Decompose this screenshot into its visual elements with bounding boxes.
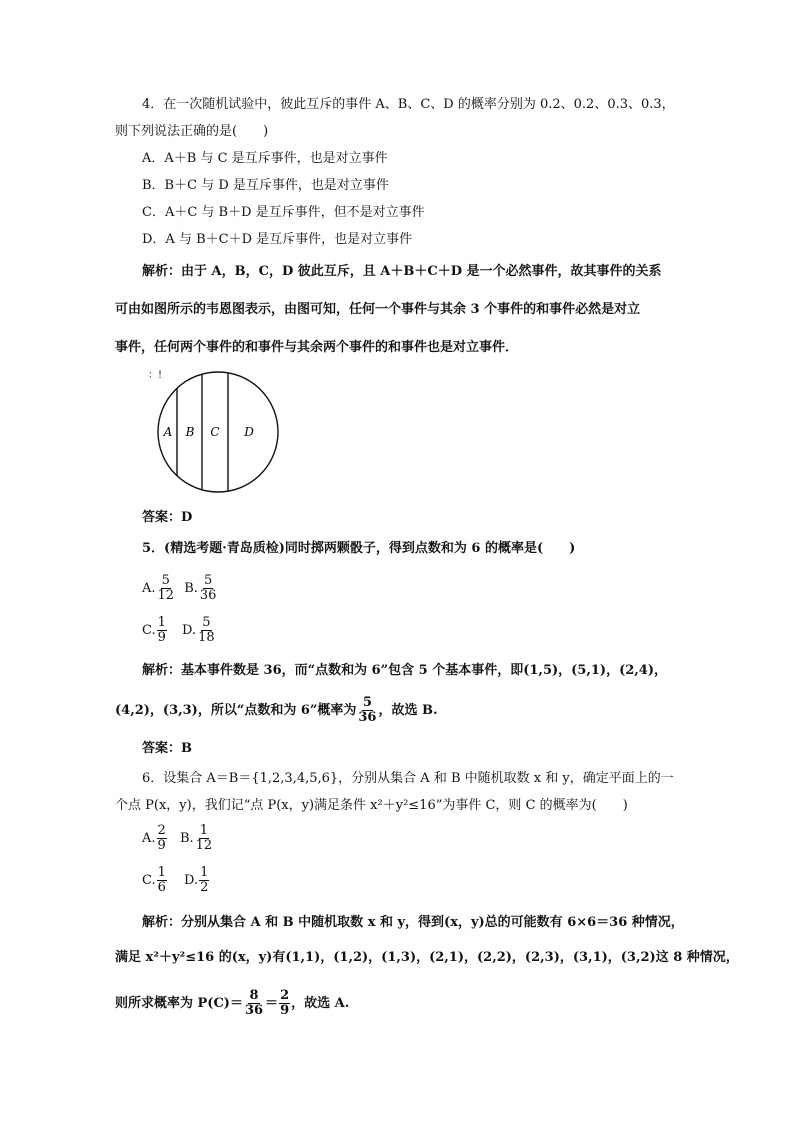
q6-option-d-prefix: D. (184, 873, 199, 888)
q6-option-a-denominator: 9 (157, 838, 166, 853)
venn-label-b: B (185, 425, 195, 439)
q4-option-c: C．A＋C 与 B＋D 是互斥事件，但不是对立事件 (142, 205, 425, 220)
q5-option-d-fraction (197, 616, 216, 645)
q4-answer: 答案：D (142, 510, 193, 525)
q6-analysis-line3-text: 则所求概率为 P(C)＝ (115, 996, 243, 1011)
q5-option-c-fraction (157, 616, 167, 645)
q5-analysis-numerator: 5 (362, 695, 372, 710)
q6-option-b-fraction (195, 824, 214, 853)
q5-option-d-prefix: D. (182, 623, 197, 638)
q6-option-b-denominator: 12 (195, 838, 213, 853)
diagram-mark: ：! (148, 370, 163, 381)
q6-option-c-fraction (157, 866, 167, 895)
q6-analysis-line2: 满足 x²＋y²≤16 的(x，y)有(1,1)，(1,2)，(1,3)，(2,1)，(2,2)，(2,3)，(3,1)，(3,2)这 8 种情况， (115, 950, 739, 965)
venn-label-c: C (210, 425, 220, 439)
q5-analysis-line2-end: ，故选 B. (378, 703, 438, 718)
q4-stem-line2: 则下列说法正确的是( ) (115, 124, 269, 139)
q5-analysis-fraction (357, 696, 377, 725)
q5-option-b (184, 573, 218, 603)
q5-option-a-denominator: 12 (157, 588, 175, 603)
q6-stem-line2: 个点 P(x，y)，我们记“点 P(x，y)满足条件 x²＋y²≤16”为事件 C，则 C 的概率为( ) (115, 798, 628, 813)
q5-option-c (142, 615, 172, 645)
q6-option-c-denominator: 6 (157, 880, 166, 895)
q6-option-b-prefix: B. (179, 831, 194, 846)
venn-diagram (152, 370, 284, 494)
q5-option-c-prefix: C. (142, 623, 156, 638)
q5-option-b-numerator: 5 (204, 573, 213, 588)
q6-option-a-numerator: 2 (157, 823, 166, 838)
q5-option-a-prefix: A. (142, 581, 156, 596)
q5-analysis-line2 (115, 696, 438, 725)
q6-analysis-fraction-1-numerator: 8 (249, 988, 259, 1003)
q5-analysis-denominator: 36 (358, 710, 377, 725)
q5-option-a-fraction (157, 574, 176, 603)
q6-option-b (179, 823, 214, 853)
q5-option-d (182, 615, 217, 645)
q5-option-c-numerator: 1 (157, 615, 166, 630)
q4-stem-line1: 4．在一次随机试验中，彼此互斥的事件 A、B、C、D 的概率分别为 0.2、0.2、0.3、0.3， (142, 97, 675, 112)
q6-analysis-line3-end: ，故选 A. (291, 996, 350, 1011)
q5-stem: 5．(精选考题·青岛质检)同时掷两颗骰子，得到点数和为 6 的概率是( ) (142, 541, 576, 556)
q6-stem-line1: 6．设集合 A＝B＝{1,2,3,4,5,6}，分别从集合 A 和 B 中随机取数 x 和 y，确定平面上的一 (142, 771, 674, 786)
q6-option-a (142, 823, 172, 853)
q5-answer: 答案：B (142, 741, 192, 756)
q6-option-d (184, 865, 210, 895)
q6-options-row1 (142, 824, 214, 853)
q5-option-d-denominator: 18 (198, 630, 215, 645)
q5-options-row2 (142, 616, 217, 645)
q6-option-d-fraction (199, 866, 209, 895)
q6-analysis-fraction-2 (279, 989, 290, 1018)
q6-options-row2 (142, 866, 210, 895)
q6-option-c (142, 865, 172, 895)
venn-label-d: D (244, 425, 254, 439)
q6-analysis-fraction-2-denominator: 9 (280, 1003, 290, 1018)
q6-option-c-prefix: C. (142, 873, 156, 888)
q4-option-a: A．A＋B 与 C 是互斥事件，也是对立事件 (142, 151, 388, 166)
q6-analysis-fraction-1 (244, 989, 264, 1018)
q6-analysis-fraction-1-denominator: 36 (244, 1003, 264, 1018)
q5-options-row1 (142, 574, 218, 603)
q6-analysis-equals: ＝ (265, 996, 279, 1011)
q4-analysis-line2: 可由如图所示的韦恩图表示，由图可知，任何一个事件与其余 3 个事件的和事件必然是对立 (115, 302, 641, 317)
q5-analysis-line2-text: (4,2)，(3,3)，所以“点数和为 6”概率为 (115, 703, 357, 718)
q4-option-d: D．A 与 B＋C＋D 是互斥事件，也是对立事件 (142, 232, 413, 247)
q5-option-b-fraction (199, 574, 218, 603)
q6-option-d-numerator: 1 (200, 865, 209, 880)
q6-option-c-numerator: 1 (157, 865, 166, 880)
q5-option-a-numerator: 5 (161, 573, 170, 588)
q5-analysis-line1: 解析：基本事件数是 36，而“点数和为 6”包含 5 个基本事件，即(1,5)，(5,1)，(2,4)， (142, 663, 667, 678)
q5-option-b-prefix: B. (184, 581, 198, 596)
q6-option-a-fraction (157, 824, 167, 853)
q5-option-b-denominator: 36 (199, 588, 217, 603)
venn-label-a: A (163, 425, 173, 439)
q5-option-c-denominator: 9 (157, 630, 166, 645)
q6-option-b-numerator: 1 (199, 823, 209, 838)
q4-analysis-line1: 解析：由于 A，B，C，D 彼此互斥，且 A＋B＋C＋D 是一个必然事件，故其事件的关系 (142, 264, 662, 279)
q4-option-b: B．B＋C 与 D 是互斥事件，也是对立事件 (142, 178, 389, 193)
q6-analysis-line3 (115, 989, 349, 1018)
q6-option-a-prefix: A. (142, 831, 156, 846)
q5-option-a (142, 573, 180, 603)
q4-analysis-line3: 事件，任何两个事件的和事件与其余两个事件的和事件也是对立事件． (115, 340, 519, 355)
q6-analysis-fraction-2-numerator: 2 (280, 988, 290, 1003)
q6-option-d-denominator: 2 (200, 880, 209, 895)
q5-option-d-numerator: 5 (202, 615, 211, 630)
q6-analysis-line1: 解析：分别从集合 A 和 B 中随机取数 x 和 y，得到(x，y)总的可能数有 6×6＝36 种情况， (142, 915, 684, 930)
